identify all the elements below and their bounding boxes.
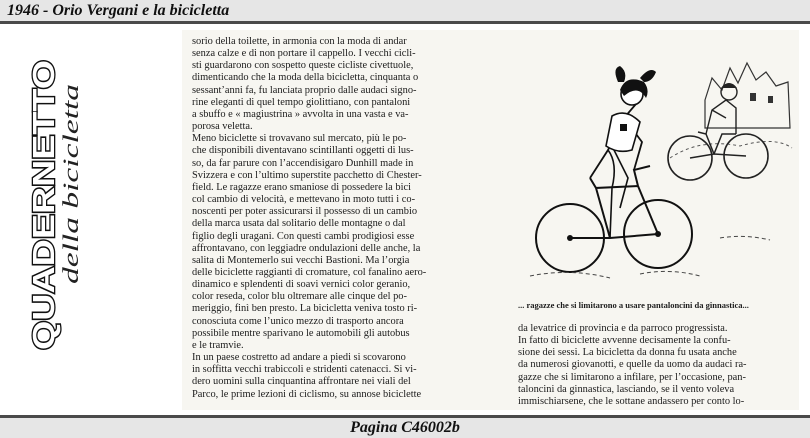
text-line: sessant’anni fa, fu lanciata proprio dalle audaci signo- bbox=[192, 84, 417, 96]
text-line: color reseda, color blu oltremare alle cinque del po- bbox=[192, 291, 407, 303]
text-line: In un paese costretto ad andare a piedi si scovarono bbox=[192, 352, 406, 364]
text-line: sione dei sessi. La bicicletta da donna fu usata anche bbox=[518, 347, 737, 359]
text-line: col cambio di velocità, e mettevano in moto tutti i co- bbox=[192, 194, 416, 206]
text-line: conosciuta come l’unico mezzo di trasporto ancora bbox=[192, 315, 404, 327]
footer-bar bbox=[0, 415, 810, 438]
text-line: Svizzera e con l’ultimo superstite pacchetto di Chester- bbox=[192, 169, 422, 181]
text-line: sorio della toilette, in armonia con la moda di andar bbox=[192, 36, 407, 47]
page-number: Pagina C46002b bbox=[350, 419, 460, 436]
illustration-caption: ... ragazze che si limitarono a usare pantaloncini da ginnastica... bbox=[518, 300, 749, 310]
text-line: in soffitta vecchi trabiccoli e stridenti catenacci. Si vi- bbox=[192, 364, 417, 376]
text-line: affrontavano, con leggiadre ondulazioni delle anche, la bbox=[192, 242, 421, 254]
text-line: meriggio, finì ben presto. La bicicletta veniva tosto ri- bbox=[192, 303, 418, 315]
text-line: da levatrice di provincia e da parroco progressista. bbox=[518, 323, 728, 334]
text-line: della marca usata dal solitario delle montagne o dal bbox=[192, 218, 406, 230]
text-line: possibile mentre sparivano le automobili gli autobus bbox=[192, 327, 410, 339]
article-column-left bbox=[192, 36, 487, 401]
text-line: senza calze e di non portare il cappello. I vecchi cicli- bbox=[192, 48, 416, 60]
text-line: Parco, le prime lezioni di ciclismo, su annose biciclette bbox=[192, 388, 422, 400]
text-line: Meno biciclette si trovavano sul mercato, più le po- bbox=[192, 133, 407, 145]
text-line: In fatto di biciclette avvenne decisamente la confu- bbox=[518, 335, 731, 347]
text-line: sti guardarono con sospetto queste cicliste civettuole, bbox=[192, 60, 414, 72]
article-column-right bbox=[518, 323, 796, 408]
cyclists-illustration bbox=[500, 38, 795, 293]
text-line: che disponibili diventavano scintillanti oggetti di lus- bbox=[192, 145, 414, 157]
text-line: field. Le ragazze erano smaniose di possedere la bici bbox=[192, 181, 411, 193]
text-line: dimenticando che la moda della bicicletta, cinquanta o bbox=[192, 72, 419, 84]
text-line: figlio degli uragani. Con questi cambi prodigiosi esse bbox=[192, 230, 415, 242]
logo-word-quadernetto: QUADERNETTO bbox=[26, 111, 61, 350]
text-line: delle biciclette raggianti di cromature, col fanalino aero- bbox=[192, 266, 427, 278]
text-line: a sbuffo e « magiustrina » avvolta in una vasta e va- bbox=[192, 108, 409, 120]
text-line: immischiarsene, che le sottane andassero per conto lo- bbox=[518, 395, 745, 407]
page-title: 1946 - Orio Vergani e la bicicletta bbox=[7, 2, 230, 19]
text-line: porosa veletta. bbox=[192, 121, 253, 133]
logo-word-della-bicicletta: della bicicletta bbox=[58, 152, 83, 284]
text-line: noscenti per poter assicurarsi il possesso di un cambio bbox=[192, 206, 418, 218]
text-line: rine eleganti di quel tempo giolittiano, con pantaloni bbox=[192, 96, 411, 108]
text-line: da numerosi giovanotti, e quelle da uomo da audaci ra- bbox=[518, 359, 747, 371]
text-line: taloncini da ginnastica, lasciando, se il vento voleva bbox=[518, 383, 735, 395]
text-line: salita di Montemerlo sui vecchi Bastioni. Ma l’orgia bbox=[192, 254, 410, 266]
quadernetto-logo bbox=[14, 34, 84, 364]
text-line: gazze che si limitarono a infilare, per l’occasione, pan- bbox=[518, 371, 746, 383]
text-line: dero uomini sulla cinquantina affrontare nei viali del bbox=[192, 376, 411, 388]
text-line: so, da far parure con l’accendisigaro Dunhill made in bbox=[192, 157, 414, 169]
scanned-page bbox=[182, 30, 799, 410]
header-bar bbox=[0, 0, 810, 24]
text-line: dinamico e splendenti di soavi vernici color geranio, bbox=[192, 279, 411, 291]
text-line: e le tramvie. bbox=[192, 339, 244, 351]
